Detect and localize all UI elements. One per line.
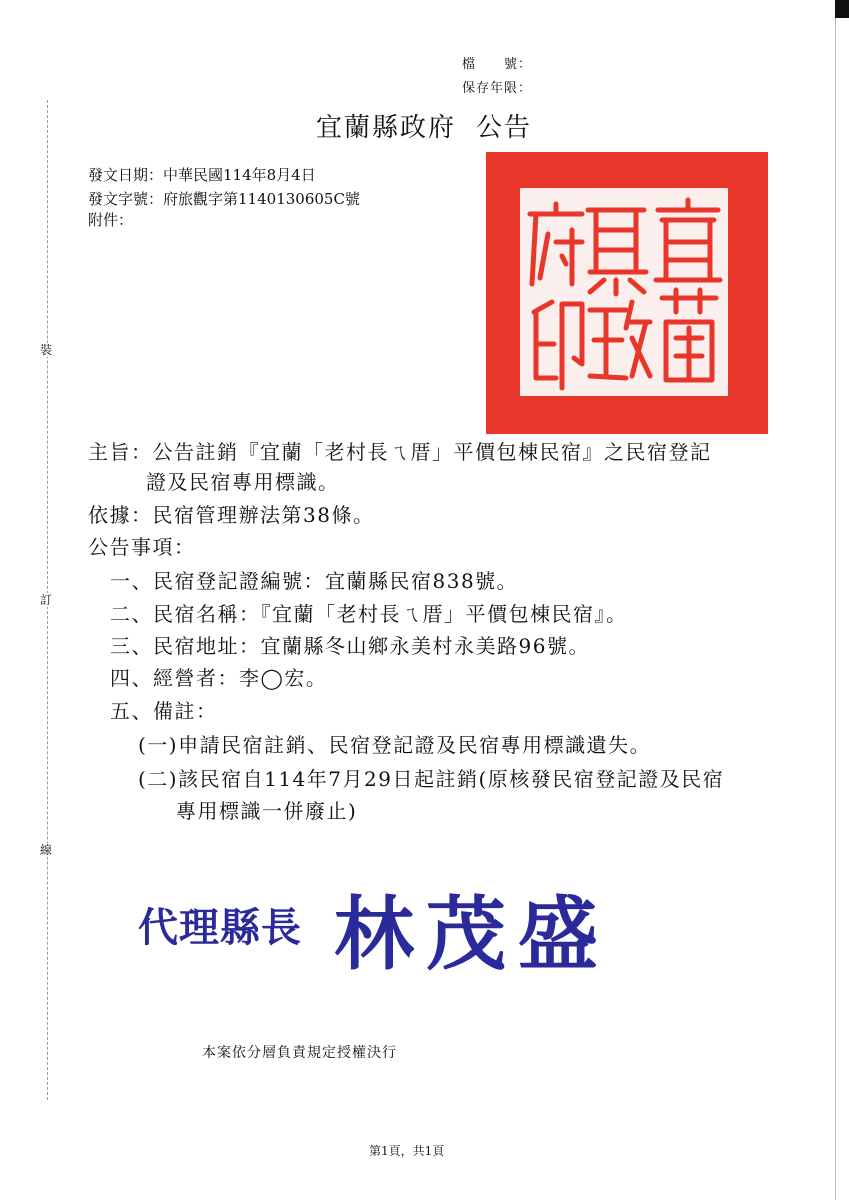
items-heading: 公告事項： xyxy=(88,535,196,559)
binding-mark-xian: 線 xyxy=(40,843,53,857)
basis: 依據：民宿管理辦法第38條。 xyxy=(88,503,375,527)
retention-period xyxy=(462,77,532,96)
title-type: 公告 xyxy=(476,113,533,143)
note-2-line-2: 專用標識一併廢止) xyxy=(176,799,358,823)
authorization-note: 本案依分層負責規定授權決行 xyxy=(202,1045,397,1061)
signature-name: 林茂盛 xyxy=(334,887,610,981)
binding-mark-ding: 訂 xyxy=(40,593,53,607)
item-1: 一、民宿登記證編號：宜蘭縣民宿838號。 xyxy=(110,569,519,593)
issue-date xyxy=(88,164,316,185)
signature-title: 代理縣長 xyxy=(138,904,302,951)
item-5: 五、備註： xyxy=(110,699,218,723)
item-3: 三、民宿地址：宜蘭縣冬山鄉永美村永美路96號。 xyxy=(110,634,590,658)
official-seal xyxy=(486,152,768,434)
document-number xyxy=(88,188,360,209)
subject-line-1: 主旨：公告註銷『宜蘭「老村長ㄟ厝」平價包棟民宿』之民宿登記 xyxy=(88,440,712,464)
seal-graphic xyxy=(486,152,768,434)
issue-date-value: 中華民國114年8月4日 xyxy=(163,166,316,184)
scan-edge-mark xyxy=(835,0,849,18)
note-1: (一)申請民宿註銷、民宿登記證及民宿專用標識遺失。 xyxy=(138,733,652,757)
scan-edge-line xyxy=(835,18,836,1200)
file-number-label: 檔 號： xyxy=(462,57,533,72)
binding-mark-zhuang: 裝 xyxy=(40,343,53,357)
item-4: 四、經營者：李◯宏。 xyxy=(110,666,328,690)
note-2-line-1: (二)該民宿自114年7月29日起註銷(原核發民宿登記證及民宿 xyxy=(138,767,725,791)
document-number-label: 發文字號： xyxy=(88,190,164,208)
subject-line-2: 證及民宿專用標識。 xyxy=(146,470,340,494)
document-title xyxy=(316,107,532,144)
attachment-label: 附件： xyxy=(88,211,134,229)
attachment xyxy=(88,209,133,230)
issue-date-label: 發文日期： xyxy=(88,166,164,184)
page-footer: 第1頁，共1頁 xyxy=(369,1144,445,1158)
title-org: 宜蘭縣政府 xyxy=(316,113,457,143)
document-number-value: 府旅觀字第1140130605C號 xyxy=(163,190,360,208)
file-number xyxy=(462,53,532,72)
retention-period-label: 保存年限： xyxy=(462,81,533,96)
signature-stamp xyxy=(138,870,618,980)
item-2: 二、民宿名稱：『宜蘭「老村長ㄟ厝」平價包棟民宿』。 xyxy=(110,602,628,626)
